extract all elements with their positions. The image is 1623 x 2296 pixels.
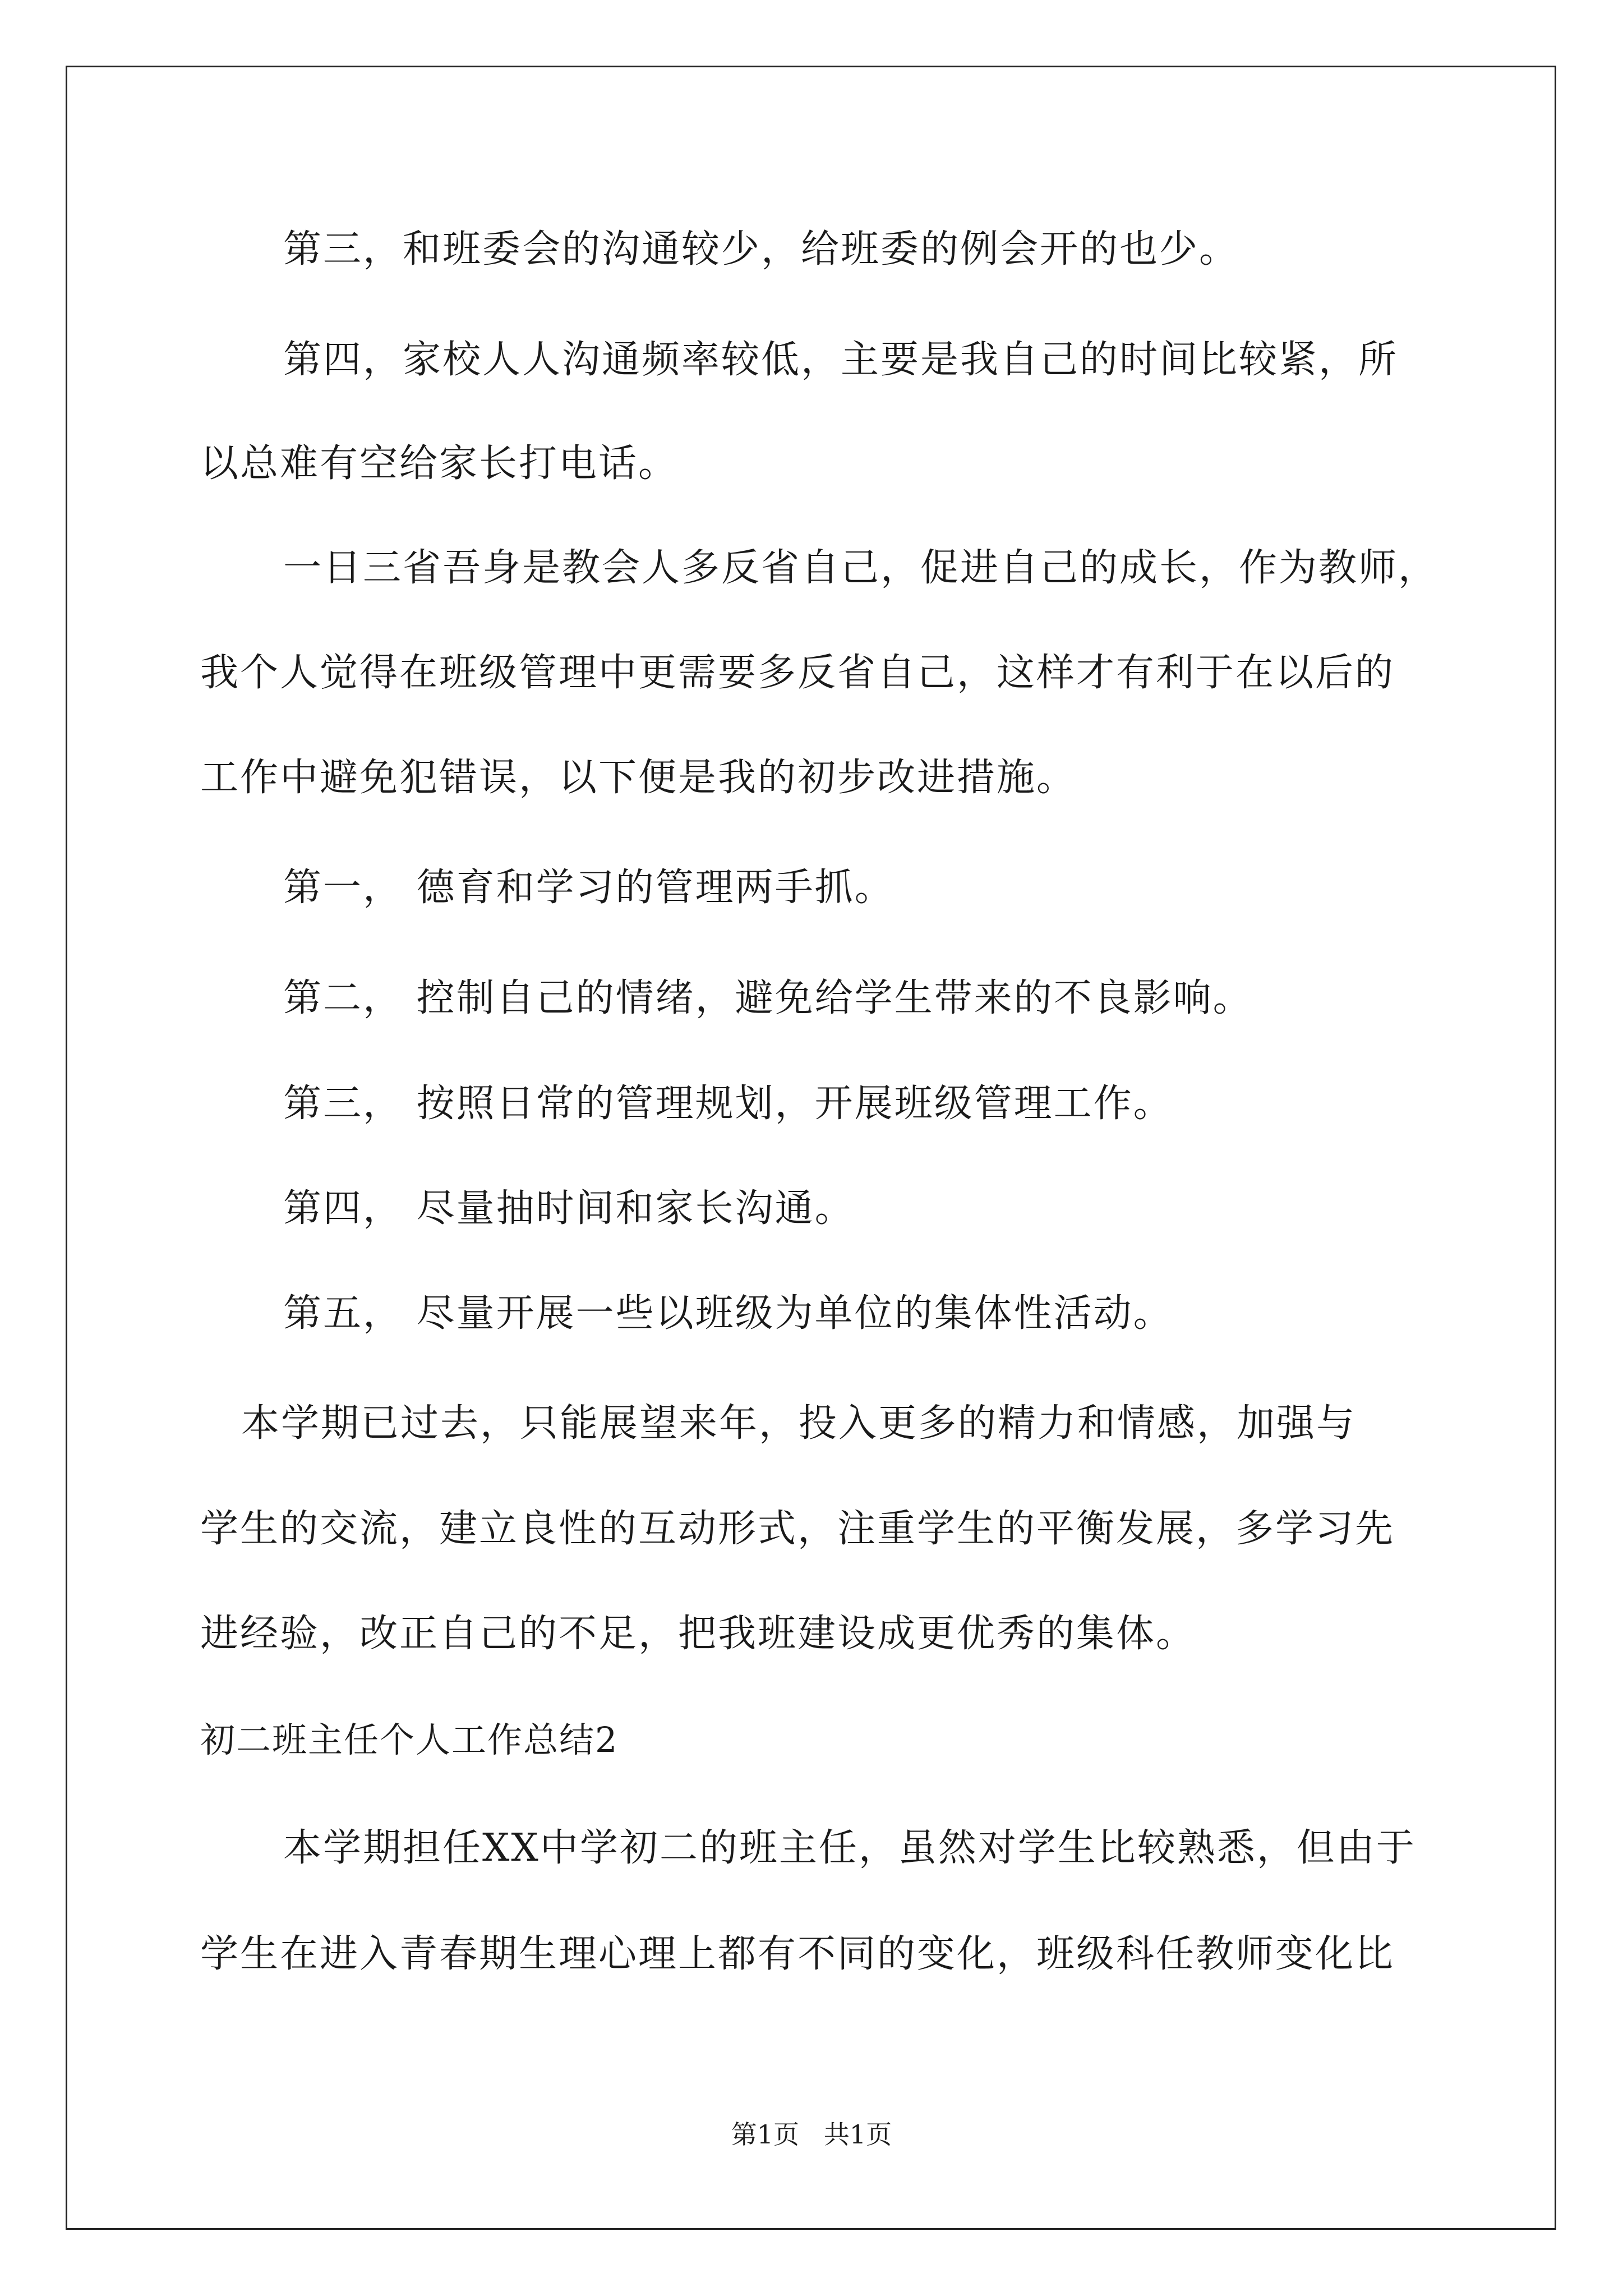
text-line: 学生的交流，建立良性的互动形式，注重学生的平衡发展，多学习先 <box>200 1507 1395 1551</box>
text-line: 我个人觉得在班级管理中更需要多反省自己，这样才有利于在以后的 <box>200 651 1395 695</box>
text-line: 第三， 按照日常的管理规划，开展班级管理工作。 <box>283 1082 1173 1126</box>
text-line: 以总难有空给家长打电话。 <box>200 441 679 486</box>
text-line: 本学期已过去，只能展望来年，投入更多的精力和情感，加强与 <box>241 1401 1357 1446</box>
text-line: 第四， 尽量抽时间和家长沟通。 <box>283 1186 855 1231</box>
text-line: 第五， 尽量开展一些以班级为单位的集体性活动。 <box>283 1291 1173 1336</box>
page-border <box>66 66 1556 2230</box>
text-line: 第二， 控制自己的情绪，避免给学生带来的不良影响。 <box>283 976 1253 1020</box>
text-line: 进经验，改正自己的不足，把我班建设成更优秀的集体。 <box>200 1612 1196 1656</box>
text-line: 学生在进入青春期生理心理上都有不同的变化，班级科任教师变化比 <box>200 1932 1395 1976</box>
text-line: 本学期担任XX中学初二的班主任，虽然对学生比较熟悉，但由于 <box>283 1826 1416 1870</box>
text-line: 第一， 德育和学习的管理两手抓。 <box>283 866 895 910</box>
section-heading: 初二班主任个人工作总结2 <box>200 1719 619 1760</box>
text-line: 工作中避免犯错误，以下便是我的初步改进措施。 <box>200 756 1077 800</box>
page-footer: 第1页 共1页 <box>731 2119 892 2150</box>
text-line: 第四，家校人人沟通频率较低，主要是我自己的时间比较紧，所 <box>283 338 1399 382</box>
text-line: 第三，和班委会的沟通较少，给班委的例会开的也少。 <box>283 227 1239 272</box>
text-line: 一日三省吾身是教会人多反省自己，促进自己的成长，作为教师， <box>283 546 1438 590</box>
